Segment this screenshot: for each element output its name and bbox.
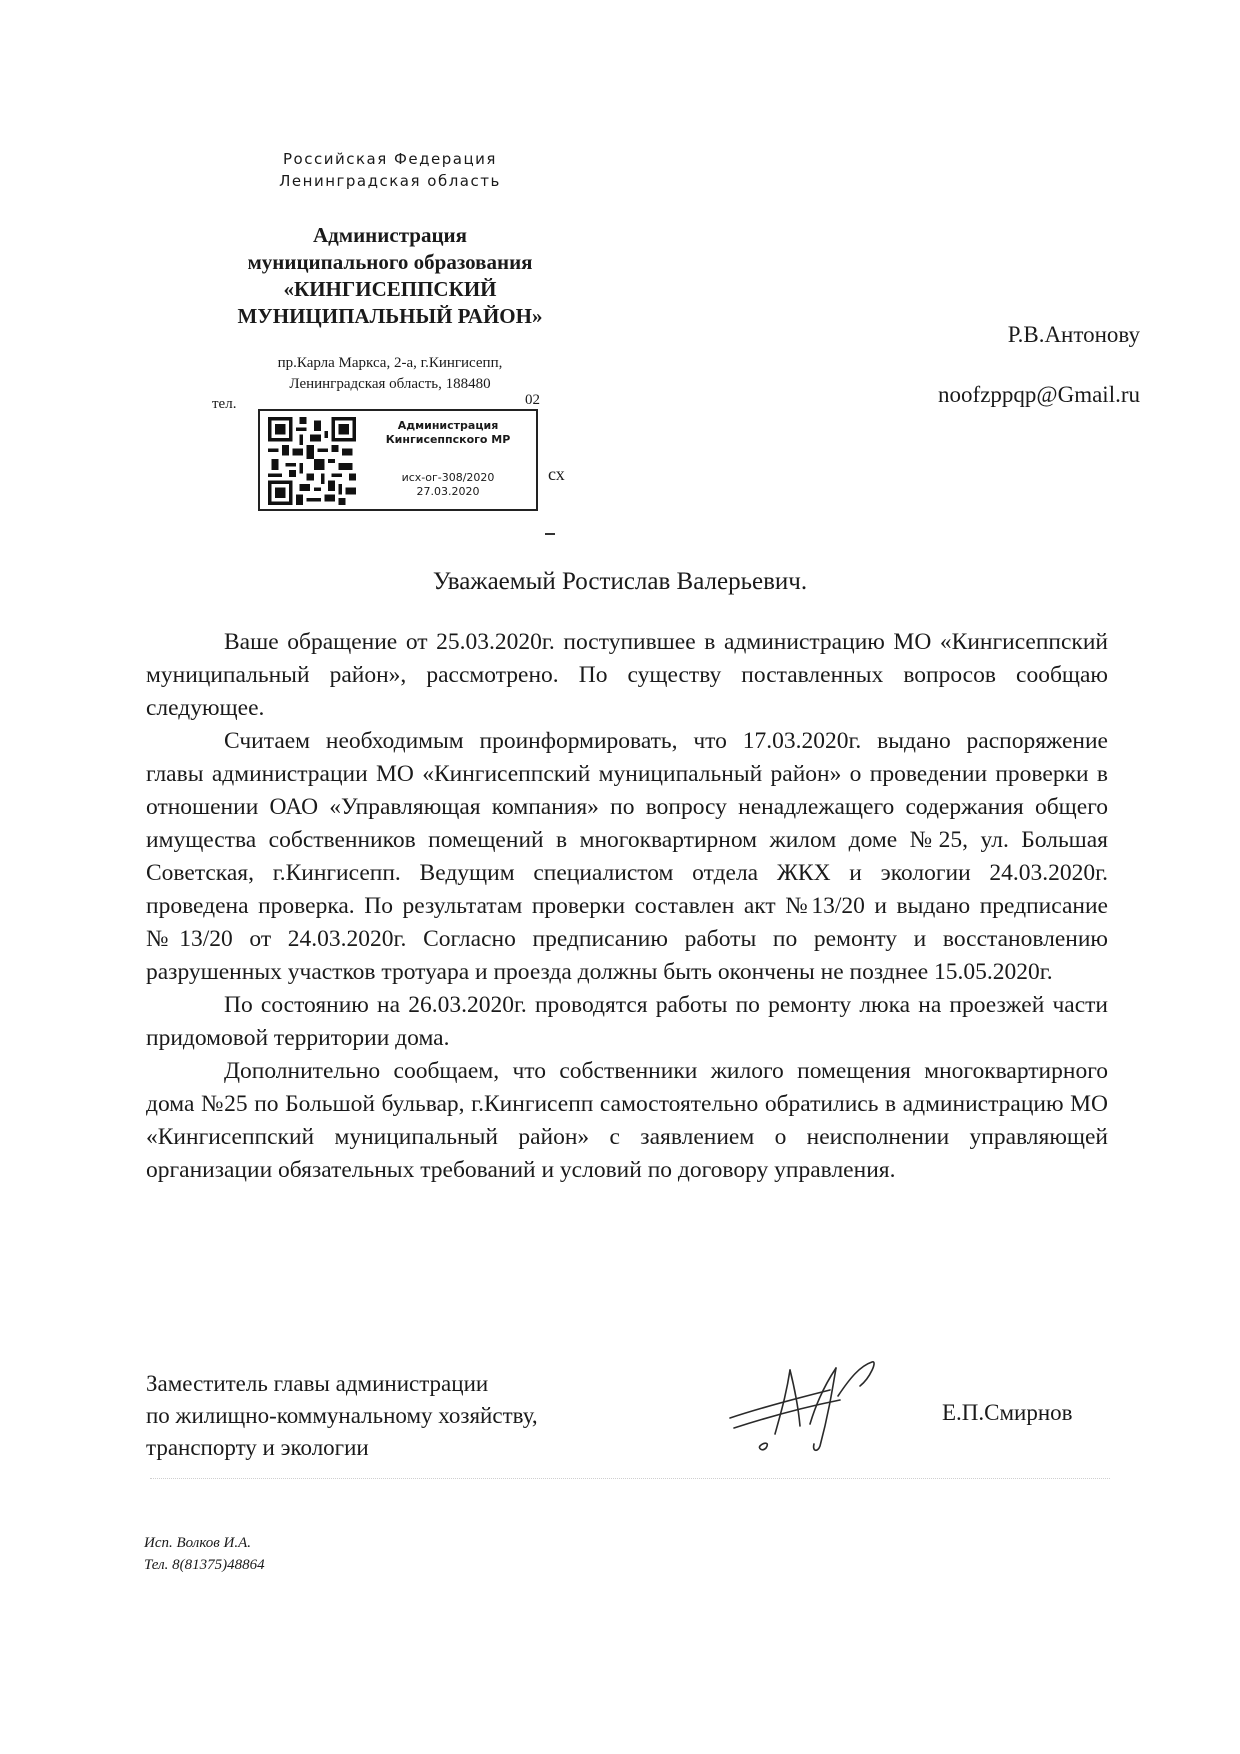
qr-code-icon xyxy=(268,417,356,505)
registration-stamp xyxy=(258,409,538,511)
stamp-date: 27.03.2020 xyxy=(416,485,480,498)
issuer-name-line: МУНИЦИПАЛЬНЫЙ РАЙОН» xyxy=(237,304,543,328)
issuer-name-line: Администрация xyxy=(312,223,468,247)
stamp-org-line: Администрация xyxy=(397,419,499,432)
recipient-name: Р.В.Антонову xyxy=(1007,322,1140,347)
signatory-title-line: по жилищно-коммунальному хозяйству, xyxy=(146,1403,538,1428)
executor-phone: Тел. 8(81375)48864 xyxy=(144,1557,265,1573)
recipient-email: noofzppqp@Gmail.ru xyxy=(938,382,1140,407)
recipient-block xyxy=(860,322,1140,442)
issuer-tel-label: тел. xyxy=(212,396,237,412)
issuer-region: Ленинградская область xyxy=(279,172,501,190)
signatory-name: Е.П.Смирнов xyxy=(942,1400,1073,1425)
issuer-address-line: Ленинградская область, 188480 xyxy=(289,376,491,392)
form-line-mark xyxy=(545,533,555,535)
issuer-tel-tail: 02 xyxy=(525,392,540,408)
issuer-address-line: пр.Карла Маркса, 2-а, г.Кингисепп, xyxy=(277,355,503,371)
signatory-title-line: транспорту и экологии xyxy=(146,1435,369,1460)
stamp-outgoing-number: исх-ог-308/2020 xyxy=(401,471,495,484)
executor-block xyxy=(144,1532,265,1576)
issuer-name-block xyxy=(180,222,600,330)
body-paragraph: По состоянию на 26.03.2020г. проводятся работы по ремонту люка на проезжей части придомовой территории дома. xyxy=(146,992,1108,1051)
stamp-organization xyxy=(364,419,532,447)
salutation: Уважаемый Ростислав Валерьевич. xyxy=(432,568,808,595)
issuer-name-line: муниципального образования xyxy=(247,250,533,274)
body-paragraph: Ваше обращение от 25.03.2020г. поступившее в администрацию МО «Кингисеппский муниципальный район», рассмотрено. По существу поставленных вопросов сообщаю следующее. xyxy=(146,629,1108,721)
stamp-reference xyxy=(364,471,532,499)
issuer-address xyxy=(220,353,560,395)
stamp-org-line: Кингисеппского МР xyxy=(385,433,511,446)
issuer-country-block xyxy=(240,148,540,192)
scan-artifact-line xyxy=(150,1478,1110,1479)
body-paragraph: Считаем необходимым проинформировать, что 17.03.2020г. выдано распоряжение главы администрации МО «Кингисеппский муниципальный район» о проведении проверки в отношении ОАО «Управляющая компания» по вопросу ненадлежащего содержания общего имущества собственников помещений в многоквартирном жилом доме №25, ул. Большая Советская, г.Кингисепп. Ведущим специалистом отдела ЖКХ и экологии 24.03.2020г. проведена проверка. По результатам проверки составлен акт №13/20 и выдано предписание №13/20 от 24.03.2020г. Согласно предписанию работы по ремонту и восстановлению разрушенных участков тротуара и проезда должны быть окончены не позднее 15.05.2020г. xyxy=(146,728,1108,985)
signatory-title xyxy=(146,1368,706,1464)
signatory-title-line: Заместитель главы администрации xyxy=(146,1371,489,1396)
issuer-country: Российская Федерация xyxy=(283,150,497,168)
executor-name: Исп. Волков И.А. xyxy=(144,1535,252,1551)
body-paragraph: Дополнительно сообщаем, что собственники жилого помещения многоквартирного дома №25 по Большой бульвар, г.Кингисепп самостоятельно обратились в администрацию МО «Кингисеппский муниципальный район» с заявлением о неисполнении управляющей организации обязательных требований и условий по договору управления. xyxy=(146,1058,1108,1183)
issuer-name-line: «КИНГИСЕППСКИЙ xyxy=(283,277,497,301)
handwritten-signature xyxy=(720,1356,910,1456)
issuer-ref-fragment: сх xyxy=(548,464,565,484)
letter-body xyxy=(146,626,1108,1187)
